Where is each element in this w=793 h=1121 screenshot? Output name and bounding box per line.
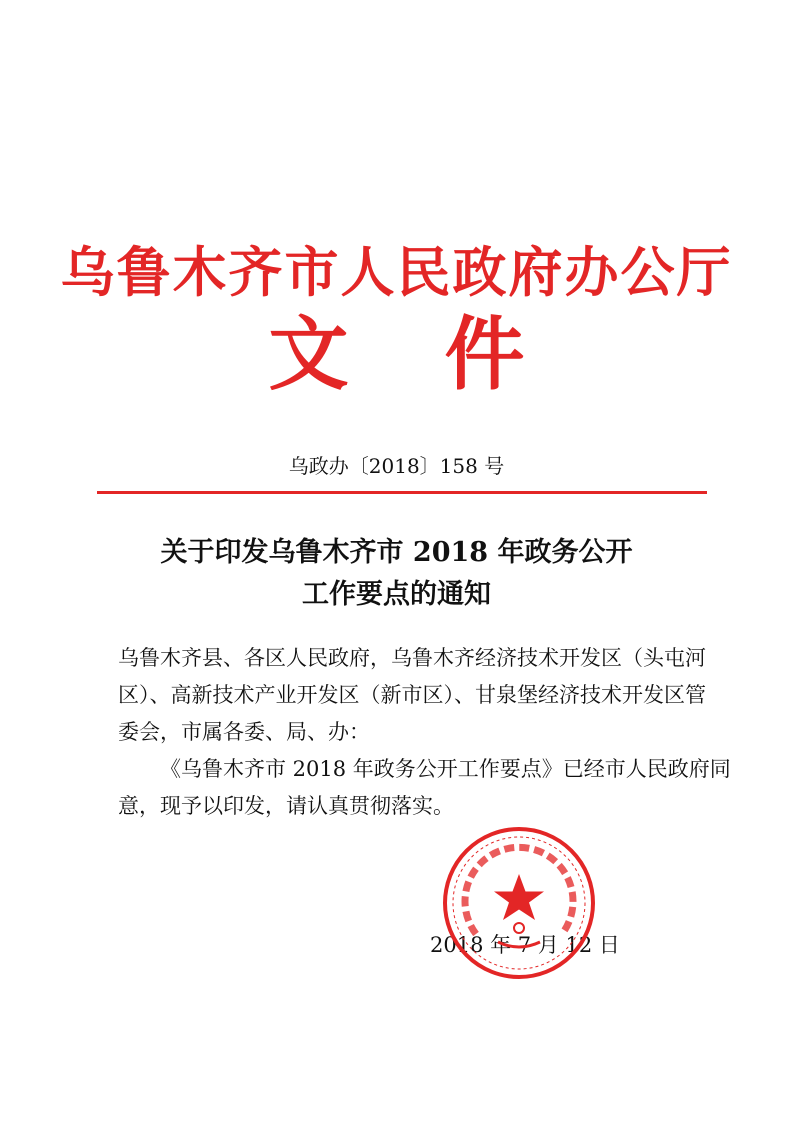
issuer-name: 乌鲁木齐市人民政府办公厅 [60,240,733,304]
notice-title [0,532,793,616]
recipients-line-3: 委会，市属各委、局、办： [118,720,370,744]
issue-date: 2018 年 7 月 12 日 [430,933,620,957]
content-line-1: 《乌鲁木齐市 2018 年政务公开工作要点》已经市人民政府同 [160,757,731,781]
recipients-line-2: 区）、高新技术产业开发区（新市区）、甘泉堡经济技术开发区管 [118,683,706,707]
content-line-2: 意，现予以印发，请认真贯彻落实。 [118,794,454,818]
official-seal [440,824,598,982]
notice-title-line-2: 工作要点的通知 [302,579,491,610]
document-type-char-2: 件 [444,307,525,401]
document-type-char-1: 文 [268,307,349,401]
recipients-paragraph [118,640,708,751]
document-number: 乌政办〔2018〕158 号 [288,454,505,478]
header-red-rule [97,491,707,494]
notice-body [118,640,731,825]
recipients-line-1: 乌鲁木齐县、各区人民政府，乌鲁木齐经济技术开发区（头屯河 [118,646,706,670]
notice-title-line-1: 关于印发乌鲁木齐市 2018 年政务公开 [160,537,633,568]
content-paragraph [118,751,731,825]
star-emblem-icon [494,874,544,920]
document-type-heading [0,308,793,400]
